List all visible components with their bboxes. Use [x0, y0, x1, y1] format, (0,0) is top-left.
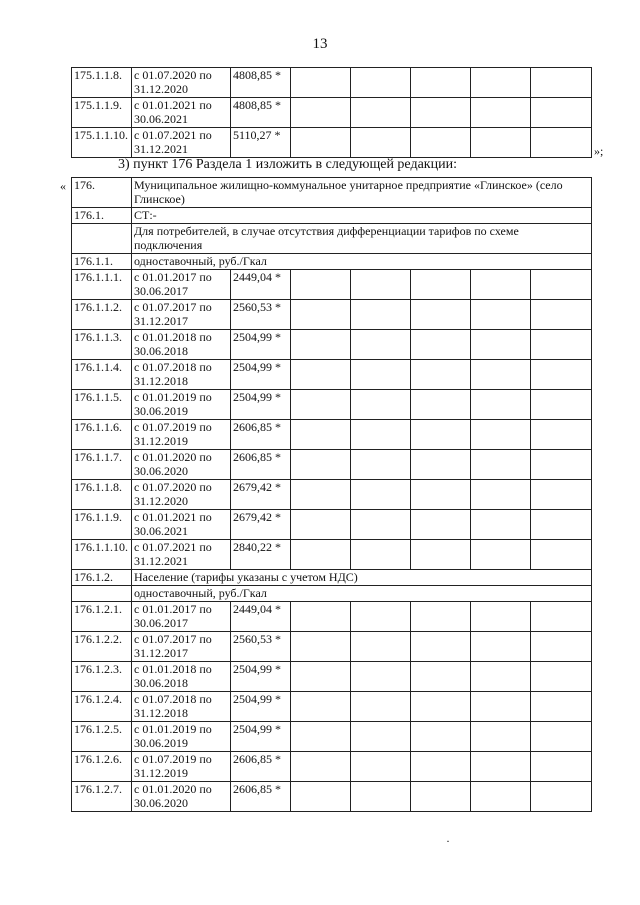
item-code: 175.1.1.8. [72, 68, 132, 98]
empty-cell [411, 782, 471, 812]
empty-cell [531, 540, 592, 570]
item-code: 176. [72, 178, 132, 208]
item-code: 176.1.2.1. [72, 602, 132, 632]
empty-cell [531, 300, 592, 330]
empty-cell [351, 390, 411, 420]
empty-cell [351, 510, 411, 540]
empty-cell [291, 782, 351, 812]
empty-cell [411, 692, 471, 722]
validity-period: с 01.07.2021 по 31.12.2021 [132, 540, 231, 570]
empty-cell [411, 420, 471, 450]
empty-cell [291, 360, 351, 390]
tariff-value: 2504,99 * [231, 692, 291, 722]
table-row [72, 300, 592, 330]
empty-cell [291, 632, 351, 662]
empty-cell [531, 390, 592, 420]
section-row [72, 224, 592, 254]
empty-cell [531, 662, 592, 692]
empty-cell [351, 662, 411, 692]
empty-cell [471, 662, 531, 692]
tariff-value: 2606,85 * [231, 450, 291, 480]
item-code: 176.1.1.10. [72, 540, 132, 570]
empty-cell [351, 480, 411, 510]
empty-cell [351, 330, 411, 360]
amendment-instruction: 3) пункт 176 Раздела 1 изложить в следующей редакции: [118, 157, 457, 172]
empty-cell [411, 480, 471, 510]
item-code [72, 224, 132, 254]
table-row [72, 510, 592, 540]
empty-cell [411, 68, 471, 98]
empty-cell [351, 270, 411, 300]
empty-cell [351, 68, 411, 98]
table-row [72, 420, 592, 450]
table-row [72, 662, 592, 692]
empty-cell [291, 480, 351, 510]
section-row [72, 254, 592, 270]
item-code: 176.1.1.4. [72, 360, 132, 390]
empty-cell [411, 540, 471, 570]
empty-cell [351, 128, 411, 158]
empty-cell [351, 300, 411, 330]
empty-cell [291, 270, 351, 300]
validity-period: с 01.01.2019 по 30.06.2019 [132, 390, 231, 420]
item-code: 176.1.2.4. [72, 692, 132, 722]
item-code: 176.1.1.2. [72, 300, 132, 330]
empty-cell [471, 270, 531, 300]
empty-cell [351, 98, 411, 128]
section-description: Муниципальное жилищно-коммунальное унитарное предприятие «Глинское» (село Глинское) [132, 178, 592, 208]
empty-cell [291, 98, 351, 128]
item-code: 176.1.2.2. [72, 632, 132, 662]
tariff-table-item-176 [71, 177, 592, 812]
tariff-value: 4808,85 * [231, 68, 291, 98]
tariff-value: 2560,53 * [231, 300, 291, 330]
item-code: 176.1.1.6. [72, 420, 132, 450]
validity-period: с 01.01.2021 по 30.06.2021 [132, 98, 231, 128]
validity-period: с 01.01.2020 по 30.06.2020 [132, 782, 231, 812]
validity-period: с 01.07.2019 по 31.12.2019 [132, 420, 231, 450]
empty-cell [291, 662, 351, 692]
validity-period: с 01.01.2018 по 30.06.2018 [132, 330, 231, 360]
empty-cell [291, 692, 351, 722]
empty-cell [471, 360, 531, 390]
item-code: 176.1.1.8. [72, 480, 132, 510]
empty-cell [471, 330, 531, 360]
table-row [72, 390, 592, 420]
validity-period: с 01.07.2019 по 31.12.2019 [132, 752, 231, 782]
empty-cell [531, 330, 592, 360]
empty-cell [351, 722, 411, 752]
empty-cell [531, 510, 592, 540]
validity-period: с 01.07.2018 по 31.12.2018 [132, 692, 231, 722]
table-row [72, 98, 592, 128]
item-code: 176.1. [72, 208, 132, 224]
item-code: 176.1.1.5. [72, 390, 132, 420]
empty-cell [351, 420, 411, 450]
tariff-value: 2504,99 * [231, 390, 291, 420]
item-code: 176.1.2. [72, 570, 132, 586]
empty-cell [531, 68, 592, 98]
empty-cell [351, 782, 411, 812]
empty-cell [531, 752, 592, 782]
closing-quote: »; [594, 144, 604, 158]
tariff-value: 5110,27 * [231, 128, 291, 158]
table-row [72, 782, 592, 812]
tariff-value: 2840,22 * [231, 540, 291, 570]
empty-cell [411, 752, 471, 782]
empty-cell [471, 540, 531, 570]
table-row [72, 128, 592, 158]
empty-cell [351, 752, 411, 782]
table-row [72, 360, 592, 390]
empty-cell [531, 692, 592, 722]
stray-dot: · [446, 834, 450, 848]
empty-cell [471, 450, 531, 480]
empty-cell [291, 540, 351, 570]
empty-cell [471, 480, 531, 510]
empty-cell [291, 300, 351, 330]
validity-period: с 01.07.2018 по 31.12.2018 [132, 360, 231, 390]
empty-cell [411, 360, 471, 390]
item-code: 176.1.1. [72, 254, 132, 270]
empty-cell [411, 300, 471, 330]
empty-cell [411, 98, 471, 128]
empty-cell [411, 450, 471, 480]
empty-cell [411, 330, 471, 360]
table-row [72, 68, 592, 98]
tariff-value: 2679,42 * [231, 510, 291, 540]
tariff-value: 2504,99 * [231, 360, 291, 390]
item-code: 176.1.2.5. [72, 722, 132, 752]
section-row [72, 586, 592, 602]
empty-cell [411, 128, 471, 158]
section-description: Население (тарифы указаны с учетом НДС) [132, 570, 592, 586]
validity-period: с 01.07.2021 по 31.12.2021 [132, 128, 231, 158]
tariff-value: 2504,99 * [231, 330, 291, 360]
empty-cell [351, 632, 411, 662]
empty-cell [351, 692, 411, 722]
section-row [72, 178, 592, 208]
empty-cell [531, 420, 592, 450]
item-code: 176.1.2.7. [72, 782, 132, 812]
tariff-value: 2504,99 * [231, 722, 291, 752]
validity-period: с 01.01.2019 по 30.06.2019 [132, 722, 231, 752]
empty-cell [531, 782, 592, 812]
empty-cell [291, 602, 351, 632]
item-code: 176.1.2.3. [72, 662, 132, 692]
empty-cell [411, 632, 471, 662]
item-code: 176.1.1.7. [72, 450, 132, 480]
empty-cell [411, 390, 471, 420]
empty-cell [291, 390, 351, 420]
empty-cell [531, 450, 592, 480]
tariff-table-continuation [71, 67, 592, 158]
table-row [72, 632, 592, 662]
empty-cell [531, 602, 592, 632]
item-code: 176.1.1.3. [72, 330, 132, 360]
empty-cell [531, 98, 592, 128]
validity-period: с 01.07.2017 по 31.12.2017 [132, 632, 231, 662]
empty-cell [291, 722, 351, 752]
item-code [72, 586, 132, 602]
table-row [72, 480, 592, 510]
page-number: 13 [312, 36, 328, 52]
tariff-value: 2449,04 * [231, 602, 291, 632]
empty-cell [471, 390, 531, 420]
empty-cell [471, 722, 531, 752]
item-code: 176.1.2.6. [72, 752, 132, 782]
table-row [72, 540, 592, 570]
empty-cell [411, 602, 471, 632]
table-row [72, 722, 592, 752]
validity-period: с 01.07.2017 по 31.12.2017 [132, 300, 231, 330]
section-description: Для потребителей, в случае отсутствия дифференциации тарифов по схеме подключения [132, 224, 592, 254]
empty-cell [531, 722, 592, 752]
validity-period: с 01.01.2021 по 30.06.2021 [132, 510, 231, 540]
empty-cell [531, 360, 592, 390]
empty-cell [471, 300, 531, 330]
empty-cell [471, 510, 531, 540]
empty-cell [471, 782, 531, 812]
tariff-value: 2449,04 * [231, 270, 291, 300]
empty-cell [351, 602, 411, 632]
item-code: 175.1.1.9. [72, 98, 132, 128]
section-description: одноставочный, руб./Гкал [132, 254, 592, 270]
opening-quote: « [60, 179, 66, 193]
empty-cell [291, 330, 351, 360]
empty-cell [411, 662, 471, 692]
section-description: СТ:- [132, 208, 592, 224]
validity-period: с 01.01.2017 по 30.06.2017 [132, 270, 231, 300]
table-row [72, 692, 592, 722]
empty-cell [291, 420, 351, 450]
empty-cell [471, 692, 531, 722]
table-row [72, 752, 592, 782]
table-row [72, 450, 592, 480]
empty-cell [351, 540, 411, 570]
empty-cell [471, 420, 531, 450]
empty-cell [351, 360, 411, 390]
validity-period: с 01.01.2017 по 30.06.2017 [132, 602, 231, 632]
empty-cell [531, 632, 592, 662]
item-code: 176.1.1.9. [72, 510, 132, 540]
validity-period: с 01.01.2020 по 30.06.2020 [132, 450, 231, 480]
empty-cell [411, 510, 471, 540]
empty-cell [291, 510, 351, 540]
empty-cell [531, 480, 592, 510]
section-description: одноставочный, руб./Гкал [132, 586, 592, 602]
empty-cell [531, 128, 592, 158]
empty-cell [471, 602, 531, 632]
empty-cell [291, 68, 351, 98]
validity-period: с 01.01.2018 по 30.06.2018 [132, 662, 231, 692]
tariff-value: 4808,85 * [231, 98, 291, 128]
table-row [72, 330, 592, 360]
validity-period: с 01.07.2020 по 31.12.2020 [132, 68, 231, 98]
tariff-value: 2606,85 * [231, 752, 291, 782]
empty-cell [291, 128, 351, 158]
empty-cell [411, 722, 471, 752]
empty-cell [351, 450, 411, 480]
empty-cell [471, 98, 531, 128]
tariff-value: 2606,85 * [231, 420, 291, 450]
empty-cell [471, 68, 531, 98]
empty-cell [471, 632, 531, 662]
tariff-value: 2679,42 * [231, 480, 291, 510]
empty-cell [471, 752, 531, 782]
section-row [72, 570, 592, 586]
table-row [72, 270, 592, 300]
tariff-value: 2606,85 * [231, 782, 291, 812]
empty-cell [291, 752, 351, 782]
empty-cell [411, 270, 471, 300]
section-row [72, 208, 592, 224]
validity-period: с 01.07.2020 по 31.12.2020 [132, 480, 231, 510]
tariff-value: 2504,99 * [231, 662, 291, 692]
empty-cell [531, 270, 592, 300]
empty-cell [471, 128, 531, 158]
item-code: 176.1.1.1. [72, 270, 132, 300]
table-row [72, 602, 592, 632]
item-code: 175.1.1.10. [72, 128, 132, 158]
tariff-value: 2560,53 * [231, 632, 291, 662]
empty-cell [291, 450, 351, 480]
